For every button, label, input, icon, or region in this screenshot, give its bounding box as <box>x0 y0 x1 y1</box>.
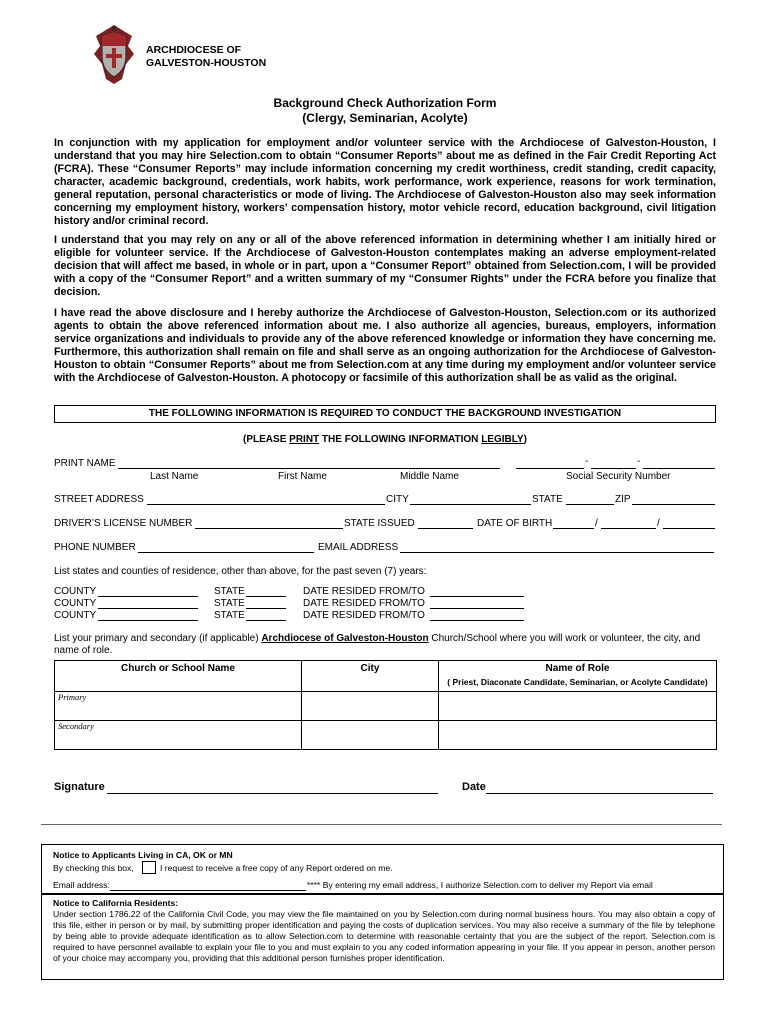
state-issued-label: STATE ISSUED <box>344 518 415 529</box>
org-name <box>146 44 266 70</box>
date-resided-field-1[interactable] <box>430 586 524 597</box>
table-row <box>55 721 717 750</box>
state-issued-field[interactable] <box>418 518 473 529</box>
dob-year-field[interactable] <box>663 518 715 529</box>
print-note-legibly: LEGIBLY <box>481 434 524 445</box>
ssn-part2-field[interactable] <box>591 458 636 469</box>
church-prompt-org: Archdiocese of Galveston-Houston <box>261 633 429 644</box>
ssn-caption: Social Security Number <box>566 471 671 482</box>
role-header-subtitle: ( Priest, Diaconate Candidate, Seminarian, or Acolyte Candidate) <box>447 677 708 687</box>
zip-label: ZIP <box>615 494 631 505</box>
ssn-part3-field[interactable] <box>643 458 715 469</box>
print-name-label: PRINT NAME <box>54 458 116 469</box>
first-name-caption: First Name <box>278 471 327 482</box>
drivers-license-field[interactable] <box>195 518 343 529</box>
county-field-3[interactable] <box>98 610 198 621</box>
print-legibly-note <box>0 434 770 445</box>
church-prompt-pre: List your primary and secondary (if applicable) <box>54 633 262 644</box>
date-resided-label-1: DATE RESIDED FROM/TO <box>303 586 425 597</box>
drivers-license-label: DRIVER’S LICENSE NUMBER <box>54 518 193 529</box>
disclosure-paragraph-2: I understand that you may rely on any or all of the above referenced information in determining whether I am initially hired or eligible for volunteer service. If the Archdiocese of Galveston-Houston contemplates making an adverse employment-related decision that will affect me based, in whole or in part, upon a “Consumer Report” obtained from Selection.com, I will be provided with a copy of the “Consumer Report” and a written summary of my “Consumer Rights” under the FCRA before you finalize that decision. <box>54 234 716 298</box>
dob-slash-1: / <box>595 518 598 529</box>
street-address-field[interactable] <box>147 494 385 505</box>
state-field-3[interactable] <box>246 610 286 621</box>
middle-name-caption: Middle Name <box>400 471 459 482</box>
state-field[interactable] <box>566 494 614 505</box>
ssn-part1-field[interactable] <box>516 458 584 469</box>
primary-city-cell[interactable] <box>302 692 439 721</box>
email-address-label: EMAIL ADDRESS <box>318 542 399 553</box>
phone-number-field[interactable] <box>138 542 314 553</box>
church-prompt-post: Church/School where you will work or volunteer, the city, and name of role. <box>54 633 701 656</box>
notice-email-label: Email address: <box>53 880 110 890</box>
disclosure-paragraph-1: In conjunction with my application for employment and/or volunteer service with the Archdiocese of Galveston-Houston, I understand that you may hire Selection.com to obtain “Consumer Reports” about me as defined in the Fair Credit Reporting Act (FCRA). These “Consumer Reports” may include information concerning my credit worthiness, credit standing, credit capacity, character, academic background, credentials, work habits, work performance, work experience, reasons for work termination, general reputation, personal characteristics or mode of living. The Archdiocese of Galveston-Houston also may seek information concerning my employment history, workers’ compensation history, motor vehicle record, education background, civil litigation history and/or criminal record. <box>54 137 716 227</box>
role-header <box>439 661 717 692</box>
primary-church-cell[interactable] <box>55 692 302 721</box>
print-note-post: ) <box>523 434 527 445</box>
church-name-header: Church or School Name <box>55 661 302 692</box>
county-field-1[interactable] <box>98 586 198 597</box>
date-resided-label-3: DATE RESIDED FROM/TO <box>303 610 425 621</box>
print-name-field[interactable] <box>118 458 500 469</box>
free-copy-pre: By checking this box, <box>53 863 134 873</box>
county-label-2: COUNTY <box>54 598 97 609</box>
ssn-dash-1: - <box>585 456 589 467</box>
phone-number-label: PHONE NUMBER <box>54 542 136 553</box>
county-field-2[interactable] <box>98 598 198 609</box>
form-title: Background Check Authorization Form <box>273 96 497 110</box>
secondary-church-cell[interactable] <box>55 721 302 750</box>
email-address-field[interactable] <box>400 542 714 553</box>
dob-day-field[interactable] <box>601 518 656 529</box>
city-field[interactable] <box>410 494 531 505</box>
role-header-title: Name of Role <box>545 663 610 674</box>
state-field-1[interactable] <box>246 586 286 597</box>
county-label-3: COUNTY <box>54 610 97 621</box>
notice-california-body: Under section 1786.22 of the California Civil Code, you may view the file maintained on you by Selection.com during normal business hours. You may also obtain a copy of this file, either in person or by mail, by submitting proper identification and paying the costs of duplication services. You may also receive a summary of the file by telephone by being able to provide adequate identification as to allow Selection.com to determine with reasonable certainty that you are the subject of the report. Selection.com is required to have personnel available to explain your file to you and must explain to you any coded information appearing in your file. If you appear in person, another person of your choice may accompany you, providing that this additional person furnishes proper identification. <box>53 909 715 963</box>
date-resided-field-2[interactable] <box>430 598 524 609</box>
signature-label: Signature <box>54 781 105 793</box>
date-field[interactable] <box>486 782 713 794</box>
state-label-3: STATE <box>214 610 245 621</box>
date-resided-field-3[interactable] <box>430 610 524 621</box>
state-field-2[interactable] <box>246 598 286 609</box>
secondary-row-label: Secondary <box>58 721 94 731</box>
date-resided-label-2: DATE RESIDED FROM/TO <box>303 598 425 609</box>
signature-field[interactable] <box>107 782 438 794</box>
free-copy-checkbox[interactable] <box>142 861 156 874</box>
primary-row-label: Primary <box>58 692 87 702</box>
free-copy-post: I request to receive a free copy of any Report ordered on me. <box>160 863 393 873</box>
zip-field[interactable] <box>632 494 715 505</box>
org-line-2: GALVESTON-HOUSTON <box>146 57 267 69</box>
archdiocese-crest-icon <box>92 24 136 86</box>
section-divider <box>41 824 722 825</box>
church-table <box>54 660 717 750</box>
dob-slash-2: / <box>657 518 660 529</box>
required-info-banner: THE FOLLOWING INFORMATION IS REQUIRED TO CONDUCT THE BACKGROUND INVESTIGATION <box>54 405 716 423</box>
disclosure-paragraph-3: I have read the above disclosure and I hereby authorize the Archdiocese of Galveston-Houston, Selection.com or its authorized agents to obtain the above referenced information about me. I also authorize all agencies, bureaus, employers, information service organizations and individuals to provide any of the above referenced knowledge or information they have concerning me. Furthermore, this authorization shall remain on file and shall serve as an ongoing authorization for the Archdiocese of Galveston-Houston to obtain “Consumer Reports” about me from Selection.com at any time during my employment and/or volunteer service with the Archdiocese of Galveston-Houston. A photocopy or facsimile of this authorization shall be as valid as the original. <box>54 307 716 384</box>
table-row <box>55 692 717 721</box>
date-of-birth-label: DATE OF BIRTH <box>477 518 553 529</box>
notice-email-field[interactable] <box>110 880 306 891</box>
ssn-dash-2: - <box>637 456 641 467</box>
notice-ca-ok-mn-title: Notice to Applicants Living in CA, OK or MN <box>53 850 233 860</box>
city-label: CITY <box>386 494 409 505</box>
state-label: STATE <box>532 494 563 505</box>
date-label: Date <box>462 781 486 793</box>
print-note-mid: THE FOLLOWING INFORMATION <box>319 434 482 445</box>
residence-prompt: List states and counties of residence, other than above, for the past seven (7) years: <box>54 566 427 577</box>
print-note-pre: (PLEASE <box>243 434 290 445</box>
form-subtitle: (Clergy, Seminarian, Acolyte) <box>302 111 468 125</box>
city-header: City <box>302 661 439 692</box>
state-label-1: STATE <box>214 586 245 597</box>
state-label-2: STATE <box>214 598 245 609</box>
secondary-city-cell[interactable] <box>302 721 439 750</box>
primary-role-cell[interactable] <box>439 692 717 721</box>
notice-ca-ok-mn <box>41 844 724 894</box>
church-table-header <box>55 661 717 692</box>
print-note-print: PRINT <box>289 434 320 445</box>
secondary-role-cell[interactable] <box>439 721 717 750</box>
org-line-1: ARCHDIOCESE OF <box>146 44 242 56</box>
street-address-label: STREET ADDRESS <box>54 494 144 505</box>
notice-email-note: **** By entering my email address, I authorize Selection.com to deliver my Report via email <box>307 880 653 890</box>
dob-month-field[interactable] <box>553 518 594 529</box>
church-prompt <box>54 633 716 657</box>
notice-california-title: Notice to California Residents: <box>53 898 179 908</box>
last-name-caption: Last Name <box>150 471 199 482</box>
notice-california <box>41 894 724 980</box>
county-label-1: COUNTY <box>54 586 97 597</box>
